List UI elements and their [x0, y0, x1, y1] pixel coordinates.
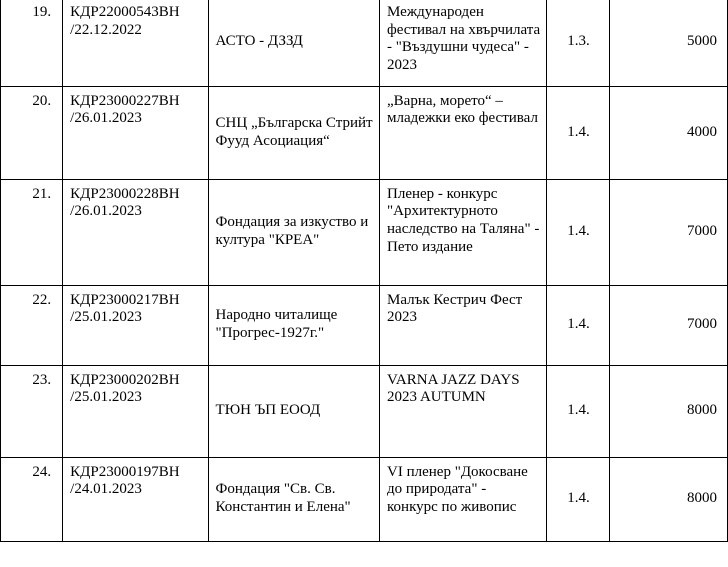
- row-project-title: „Варна, морето“ – младежки еко фестивал: [380, 86, 547, 179]
- row-category: 1.3.: [547, 0, 609, 86]
- table-row: [1, 285, 728, 365]
- row-organization: Фондация за изкуство и култура "КРЕА": [208, 179, 379, 285]
- row-category: 1.4.: [547, 285, 609, 365]
- row-document-code: [63, 285, 208, 365]
- row-amount: 4000: [609, 86, 727, 179]
- code-first-line: КДР23000202ВН: [70, 371, 180, 388]
- row-organization: АСТО - ДЗЗД: [208, 0, 379, 86]
- row-category: 1.4.: [547, 457, 609, 541]
- code-date-line: /24.01.2023: [70, 481, 142, 498]
- code-first-line: КДР23000227ВН: [70, 92, 180, 109]
- row-amount: 7000: [609, 285, 727, 365]
- row-organization: ТЮН ЪП ЕООД: [208, 365, 379, 457]
- row-amount: 8000: [609, 457, 727, 541]
- row-project-title: Малък Кестрич Фест 2023: [380, 285, 547, 365]
- code-first-line: КДР23000197ВН: [70, 463, 180, 480]
- row-document-code: [63, 0, 208, 86]
- code-first-line: КДР23000228ВН: [70, 185, 180, 202]
- code-date-line: /25.01.2023: [70, 309, 142, 326]
- row-project-title: VARNA JAZZ DAYS 2023 AUTUMN: [380, 365, 547, 457]
- code-first-line: КДР22000543ВН: [70, 4, 180, 20]
- row-document-code: [63, 179, 208, 285]
- code-date-line: /26.01.2023: [70, 110, 142, 127]
- row-number: 19.: [1, 0, 63, 86]
- code-date-line: /25.01.2023: [70, 389, 142, 406]
- table-row: [1, 365, 728, 457]
- row-number: 23.: [1, 365, 63, 457]
- row-project-title: Пленер - конкурс "Архитектурното наследство на Таляна" - Пето издание: [380, 179, 547, 285]
- table-row: [1, 0, 728, 86]
- row-number: 20.: [1, 86, 63, 179]
- row-project-title: Международен фестивал на хвърчилата - "Въздушни чудеса" - 2023: [380, 0, 547, 86]
- row-amount: 5000: [609, 0, 727, 86]
- row-category: 1.4.: [547, 179, 609, 285]
- row-organization: СНЦ „Българска Стрийт Фууд Асоциация“: [208, 86, 379, 179]
- row-amount: 8000: [609, 365, 727, 457]
- row-category: 1.4.: [547, 86, 609, 179]
- code-first-line: КДР23000217ВН: [70, 291, 180, 308]
- row-number: 24.: [1, 457, 63, 541]
- row-document-code: [63, 86, 208, 179]
- row-document-code: [63, 457, 208, 541]
- row-organization: Фондация "Св. Св. Константин и Елена": [208, 457, 379, 541]
- table-row: [1, 86, 728, 179]
- row-category: 1.4.: [547, 365, 609, 457]
- row-organization: Народно читалище "Прогрес-1927г.": [208, 285, 379, 365]
- row-document-code: [63, 365, 208, 457]
- code-date-line: /22.12.2022: [70, 21, 142, 38]
- code-date-line: /26.01.2023: [70, 203, 142, 220]
- row-project-title: VI пленер "Докосване до природата" - конкурс по живопис: [380, 457, 547, 541]
- row-number: 21.: [1, 179, 63, 285]
- row-amount: 7000: [609, 179, 727, 285]
- table-row: [1, 179, 728, 285]
- table-row: [1, 457, 728, 541]
- row-number: 22.: [1, 285, 63, 365]
